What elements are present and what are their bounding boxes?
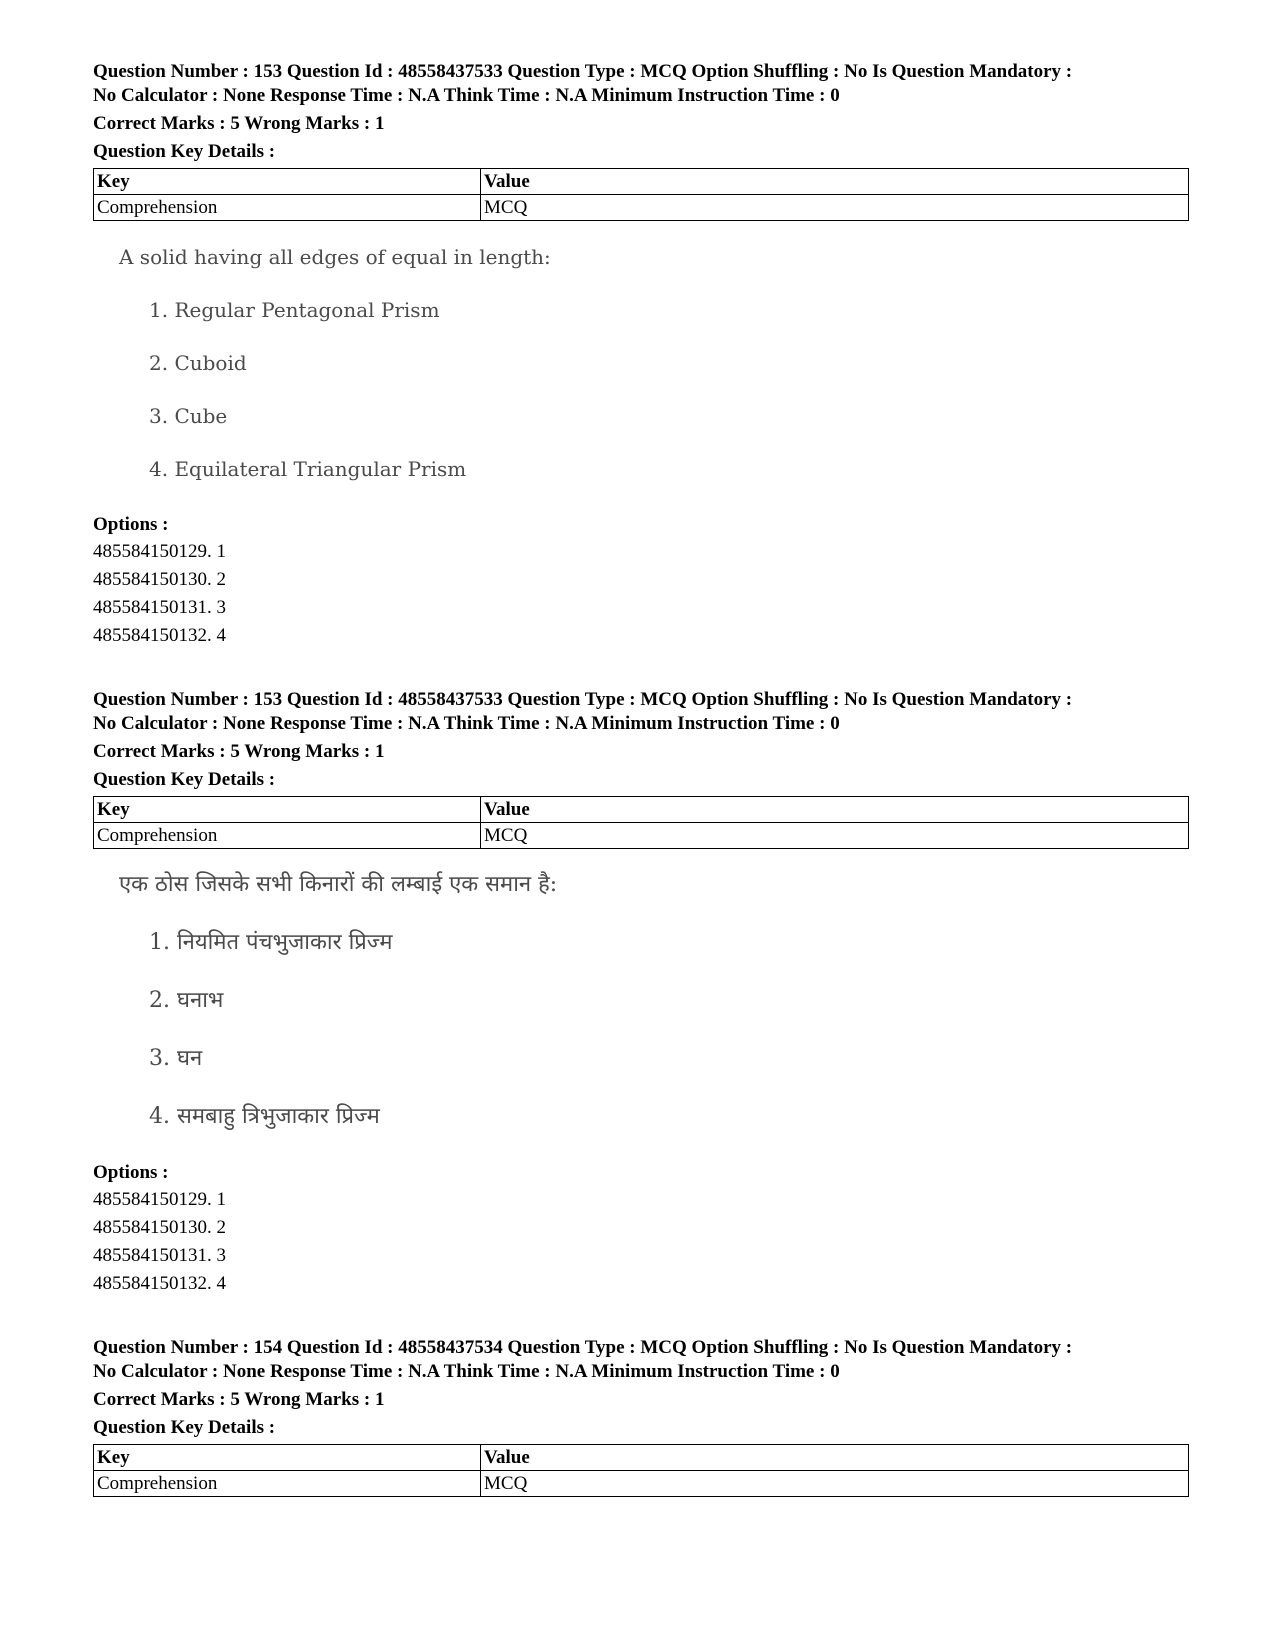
table-header-value: Value: [481, 169, 1189, 195]
option-id-line: 485584150129. 1: [93, 1189, 226, 1210]
table-header-value: Value: [481, 797, 1189, 823]
table-header-row: [94, 797, 1189, 823]
key-details-table: [93, 796, 1189, 849]
key-details-table: [93, 168, 1189, 221]
question-option: 1. नियमित पंचभुजाकार प्रिज्म: [149, 930, 393, 955]
option-id-line: 485584150132. 4: [93, 1273, 226, 1294]
question-block-3: [93, 1336, 1193, 1497]
question-stem: एक ठोस जिसके सभी किनारों की लम्बाई एक समान है:: [119, 872, 558, 897]
question-meta-line-1: Question Number : 153 Question Id : 48558437533 Question Type : MCQ Option Shuffling : No Is Question Mandatory :: [93, 689, 1073, 710]
key-details-table: [93, 1444, 1189, 1497]
question-block-1: [93, 60, 1193, 650]
marks-line: Correct Marks : 5 Wrong Marks : 1: [93, 741, 385, 762]
question-image: [119, 243, 1193, 483]
question-meta-line-2: No Calculator : None Response Time : N.A Think Time : N.A Minimum Instruction Time : 0: [93, 713, 840, 734]
option-id-line: 485584150130. 2: [93, 569, 226, 590]
question-meta-line-2: No Calculator : None Response Time : N.A Think Time : N.A Minimum Instruction Time : 0: [93, 1361, 840, 1382]
question-option: 3. Cube: [149, 404, 228, 428]
table-header-row: [94, 1445, 1189, 1471]
question-block-2: [93, 688, 1193, 1298]
table-cell-value: MCQ: [481, 195, 1189, 221]
question-option: 2. Cuboid: [149, 351, 247, 375]
options-label: Options :: [93, 1162, 169, 1183]
option-id-line: 485584150129. 1: [93, 541, 226, 562]
table-cell-value: MCQ: [481, 823, 1189, 849]
option-id-line: 485584150132. 4: [93, 625, 226, 646]
key-details-label: Question Key Details :: [93, 141, 276, 162]
question-option: 4. समबाहु त्रिभुजाकार प्रिज्म: [149, 1104, 380, 1129]
document-page: [93, 60, 1193, 1497]
table-header-value: Value: [481, 1445, 1189, 1471]
question-option: 1. Regular Pentagonal Prism: [149, 298, 440, 322]
question-option: 2. घनाभ: [149, 988, 224, 1013]
key-details-label: Question Key Details :: [93, 1417, 276, 1438]
question-stem: A solid having all edges of equal in length:: [119, 245, 551, 269]
marks-line: Correct Marks : 5 Wrong Marks : 1: [93, 1389, 385, 1410]
table-header-row: [94, 169, 1189, 195]
table-row: [94, 195, 1189, 221]
table-cell-key: Comprehension: [94, 1471, 481, 1497]
table-cell-value: MCQ: [481, 1471, 1189, 1497]
table-cell-key: Comprehension: [94, 195, 481, 221]
key-details-label: Question Key Details :: [93, 769, 276, 790]
table-row: [94, 823, 1189, 849]
question-meta-line-1: Question Number : 154 Question Id : 48558437534 Question Type : MCQ Option Shuffling : No Is Question Mandatory :: [93, 1337, 1073, 1358]
table-cell-key: Comprehension: [94, 823, 481, 849]
table-header-key: Key: [94, 169, 481, 195]
question-option: 4. Equilateral Triangular Prism: [149, 457, 467, 481]
options-label: Options :: [93, 514, 169, 535]
option-id-line: 485584150130. 2: [93, 1217, 226, 1238]
table-row: [94, 1471, 1189, 1497]
question-image: [119, 871, 1193, 1131]
table-header-key: Key: [94, 797, 481, 823]
option-id-line: 485584150131. 3: [93, 597, 226, 618]
marks-line: Correct Marks : 5 Wrong Marks : 1: [93, 113, 385, 134]
table-header-key: Key: [94, 1445, 481, 1471]
question-option: 3. घन: [149, 1046, 203, 1071]
option-id-line: 485584150131. 3: [93, 1245, 226, 1266]
question-meta-line-1: Question Number : 153 Question Id : 48558437533 Question Type : MCQ Option Shuffling : No Is Question Mandatory :: [93, 61, 1073, 82]
question-meta-line-2: No Calculator : None Response Time : N.A Think Time : N.A Minimum Instruction Time : 0: [93, 85, 840, 106]
